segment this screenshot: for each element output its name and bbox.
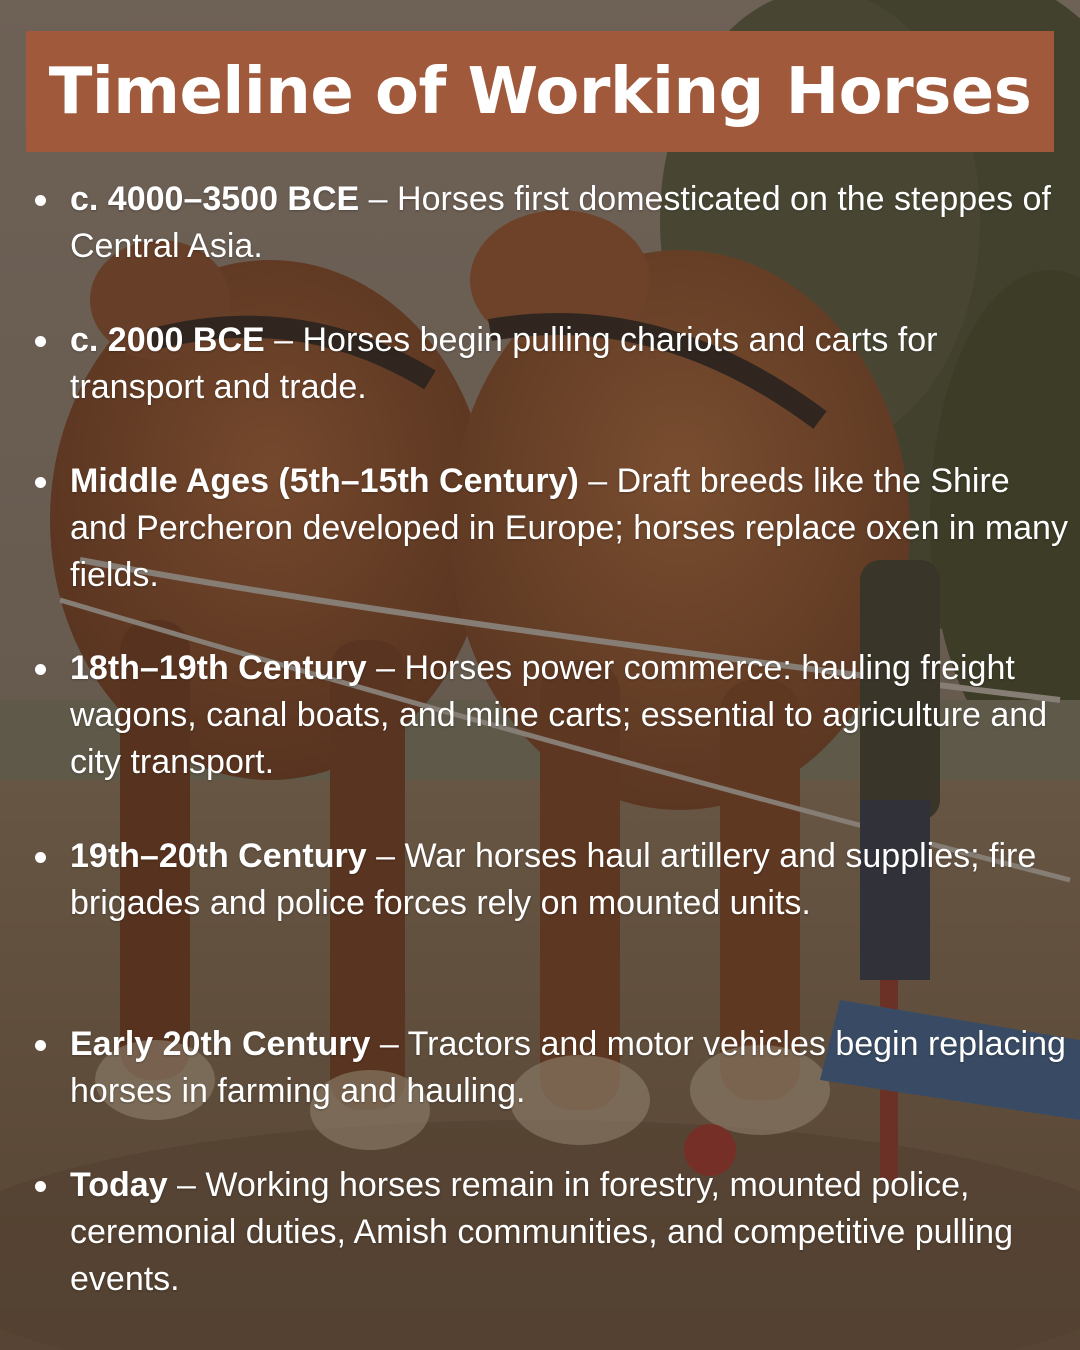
timeline-period: 19th–20th Century bbox=[70, 837, 367, 875]
timeline-description: Horses power commerce: hauling freight wagons, canal boats, and mine carts; essential to agriculture and city transport. bbox=[70, 649, 1048, 781]
timeline-period: Middle Ages (5th–15th Century) bbox=[70, 462, 579, 500]
timeline-item bbox=[70, 833, 1068, 927]
timeline-description: War horses haul artillery and supplies; fire brigades and police forces rely on mounted units. bbox=[70, 837, 1037, 922]
timeline-description: Draft breeds like the Shire and Percheron developed in Europe; horses replace oxen in many fields. bbox=[70, 462, 1068, 594]
bullet-icon bbox=[35, 852, 46, 863]
timeline-separator: – bbox=[370, 1025, 408, 1063]
timeline-item bbox=[70, 1162, 1068, 1303]
timeline-separator: – bbox=[578, 462, 617, 500]
timeline-item bbox=[70, 176, 1068, 270]
timeline-description: Working horses remain in forestry, mounted police, ceremonial duties, Amish communities, and competitive pulling events. bbox=[70, 1166, 1014, 1298]
timeline-description: Horses begin pulling chariots and carts for transport and trade. bbox=[70, 321, 938, 406]
bullet-icon bbox=[35, 664, 46, 675]
timeline-period: Early 20th Century bbox=[70, 1025, 371, 1063]
timeline-period: c. 2000 BCE bbox=[70, 321, 265, 359]
timeline-item bbox=[70, 1021, 1068, 1115]
timeline-item bbox=[70, 645, 1068, 786]
timeline-separator: – bbox=[264, 321, 303, 359]
timeline-description: Horses first domesticated on the steppes of Central Asia. bbox=[70, 180, 1051, 265]
timeline-separator: – bbox=[366, 649, 405, 687]
page-title: Timeline of Working Horses bbox=[48, 54, 1032, 129]
bullet-icon bbox=[35, 195, 46, 206]
timeline-period: c. 4000–3500 BCE bbox=[70, 180, 360, 218]
timeline-separator: – bbox=[366, 837, 405, 875]
timeline-item bbox=[70, 317, 1068, 411]
timeline-period: 18th–19th Century bbox=[70, 649, 367, 687]
bullet-icon bbox=[35, 1040, 46, 1051]
timeline-separator: – bbox=[359, 180, 398, 218]
timeline-item bbox=[70, 458, 1068, 599]
bullet-icon bbox=[35, 336, 46, 347]
timeline-period: Today bbox=[70, 1166, 168, 1204]
timeline-separator: – bbox=[167, 1166, 206, 1204]
timeline-description: Tractors and motor vehicles begin replacing horses in farming and hauling. bbox=[70, 1025, 1066, 1110]
bullet-icon bbox=[35, 1181, 46, 1192]
bullet-icon bbox=[35, 477, 46, 488]
